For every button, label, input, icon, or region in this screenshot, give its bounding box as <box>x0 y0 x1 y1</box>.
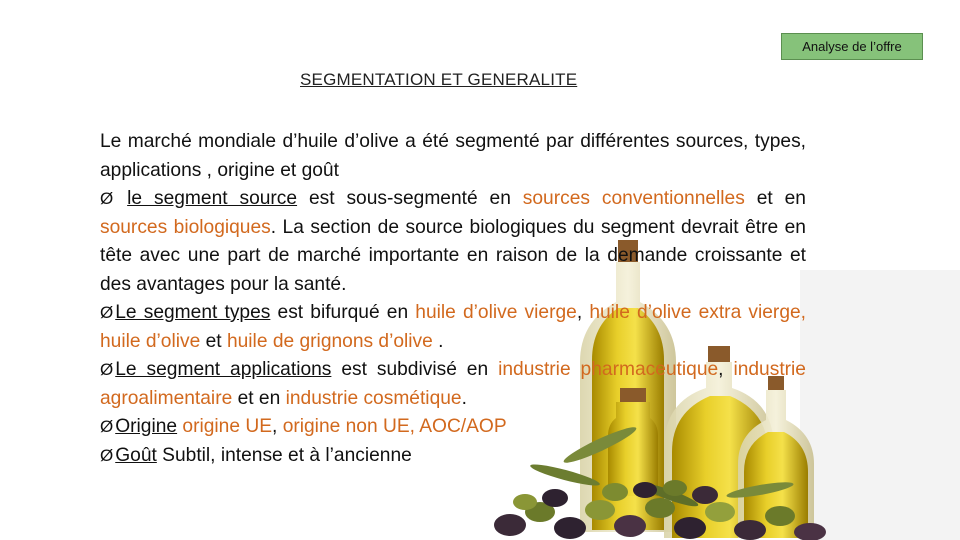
segment-highlight: huile d’olive extra vierge, huile d’olive <box>100 302 806 352</box>
segment-text: Subtil, intense et à l’ancienne <box>156 444 412 466</box>
segment-text: est subdivisé en <box>331 359 499 380</box>
segment-text: et en <box>744 188 806 209</box>
segment-text: , <box>272 416 283 437</box>
intro-paragraph: Le marché mondiale d’huile d’olive a été segmenté par différentes sources, types, applications , origine et goût <box>100 131 806 181</box>
segment-text: , <box>576 302 590 323</box>
arrow-bullet-icon: Ø <box>100 360 114 379</box>
segment-highlight: origine non UE, AOC/AOP <box>282 416 507 437</box>
segment-highlight: industrie agroalimentaire <box>100 359 806 409</box>
segment-label: Goût <box>115 444 157 466</box>
segment-highlight: sources biologiques <box>100 216 271 238</box>
segment-text: , <box>718 359 734 380</box>
segment-label: Origine <box>115 416 178 437</box>
segment-text: . La section de source biologiques du segment devrait être en tête avec une part de marché importante en raison de la demande croissante et des avantages pour la santé. <box>100 216 806 295</box>
bullet-source <box>100 185 806 299</box>
segment-highlight: industrie cosmétique <box>285 387 462 409</box>
segment-text: est sous-segmenté en <box>297 188 523 209</box>
bullet-origin <box>100 413 806 442</box>
arrow-bullet-icon: Ø <box>100 417 114 436</box>
slide-title: SEGMENTATION ET GENERALITE <box>300 70 578 89</box>
segment-highlight: industrie pharmaceutique <box>498 359 719 380</box>
segment-highlight: huile de grignons d’olive <box>226 330 433 352</box>
bullet-applications <box>100 356 806 413</box>
segment-highlight: origine UE <box>177 416 273 437</box>
segment-highlight: huile d’olive vierge <box>415 302 577 323</box>
slide-body <box>100 128 806 470</box>
arrow-bullet-icon: Ø <box>100 303 114 322</box>
segment-text: . <box>432 330 444 352</box>
bullet-types <box>100 299 806 356</box>
segment-label: Le segment applications <box>115 359 332 380</box>
segment-label: le segment source <box>127 188 298 209</box>
section-badge: Analyse de l’offre <box>781 33 923 60</box>
segment-highlight: sources conventionnelles <box>522 188 745 209</box>
segment-label: Le segment types <box>115 302 271 323</box>
segment-text: est bifurqué en <box>270 302 416 323</box>
segment-text: et en <box>232 387 286 409</box>
segment-text: . <box>461 387 467 409</box>
segment-text: et <box>200 330 227 352</box>
bullet-taste <box>100 442 806 471</box>
arrow-bullet-icon: Ø <box>100 445 114 465</box>
arrow-bullet-icon: Ø <box>100 189 114 208</box>
